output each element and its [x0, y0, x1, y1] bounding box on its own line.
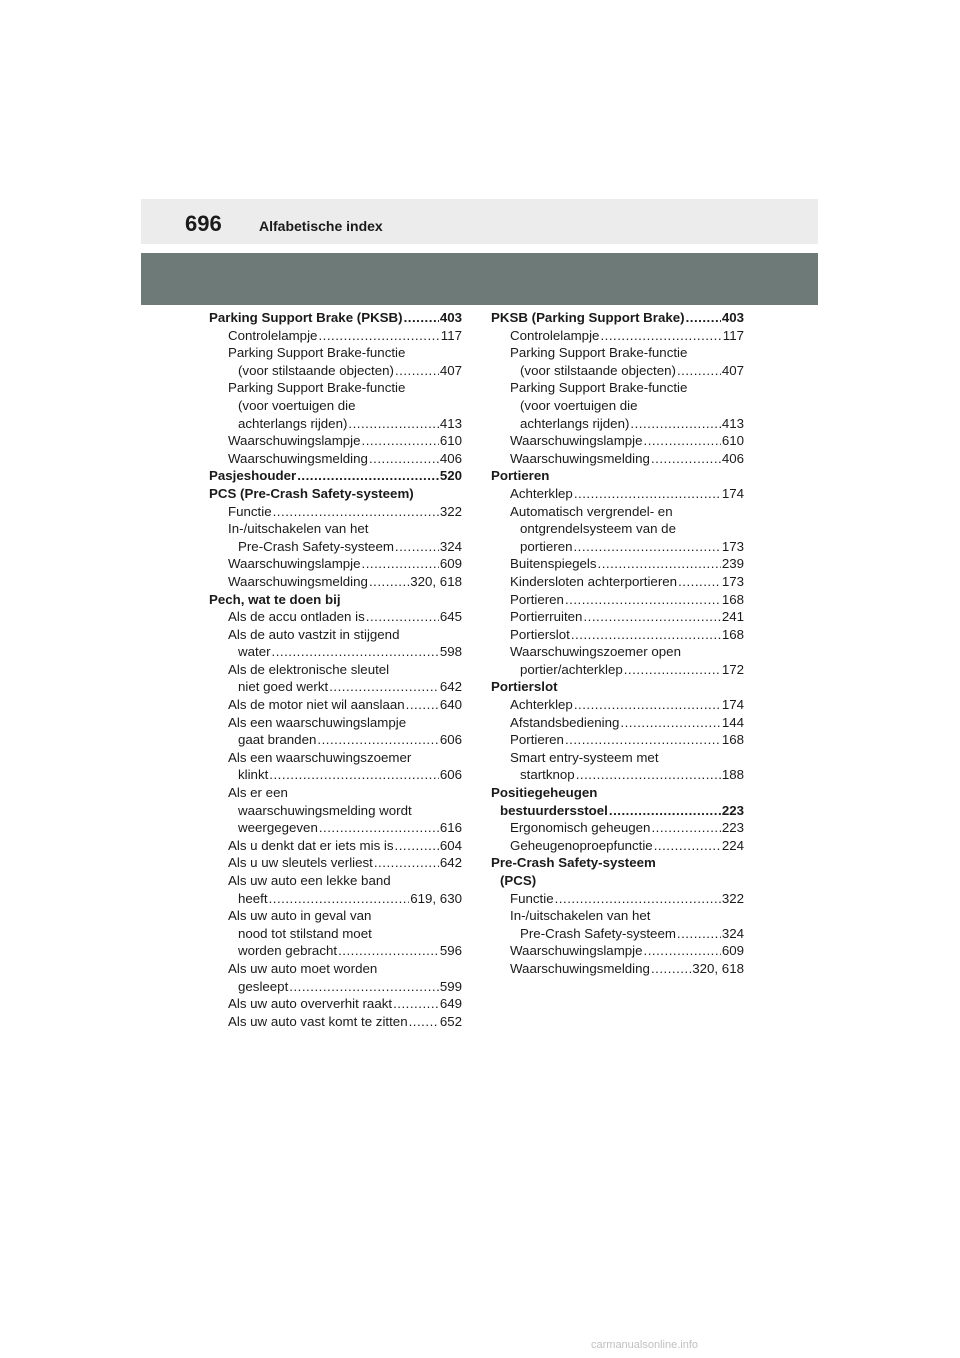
- dot-leader: [269, 766, 439, 784]
- index-entry: [491, 327, 744, 345]
- index-entry: [209, 626, 462, 644]
- index-entry-text: portier/achterklep: [520, 661, 623, 677]
- index-entry: [491, 960, 744, 978]
- dot-leader: [598, 555, 721, 573]
- dot-leader: [395, 538, 439, 556]
- index-entry: [491, 520, 744, 538]
- index-entry: [491, 503, 744, 521]
- index-entry-text: (voor stilstaande objecten): [238, 362, 394, 378]
- index-entry-text: Ergonomisch geheugen: [510, 820, 651, 836]
- section-title: Alfabetische index: [259, 218, 383, 234]
- index-entry-page[interactable]: 642: [439, 855, 462, 871]
- index-entry-text: Waarschuwingslampje: [228, 433, 361, 449]
- index-entry-text: Als de elektronische sleutel: [228, 661, 390, 677]
- index-entry-text: Waarschuwingsmelding: [228, 450, 368, 466]
- dot-leader: [565, 731, 721, 749]
- dot-leader: [329, 678, 439, 696]
- index-entry: [209, 978, 462, 996]
- index-entry: [491, 362, 744, 380]
- index-entry-text: portieren: [520, 538, 573, 554]
- index-entry: [491, 643, 744, 661]
- index-entry: [209, 784, 462, 802]
- dot-leader: [630, 415, 720, 433]
- index-entry-text: Portierslot: [491, 679, 558, 695]
- dot-leader: [609, 802, 721, 820]
- index-entry: [209, 555, 462, 573]
- dot-leader: [574, 696, 721, 714]
- index-entry-page[interactable]: 606: [439, 732, 462, 748]
- index-entry-page[interactable]: 322: [721, 890, 744, 906]
- index-entry-text: In-/uitschakelen van het: [510, 908, 651, 924]
- index-entry-page[interactable]: 609: [721, 943, 744, 959]
- index-entry-page[interactable]: 619, 630: [410, 890, 462, 906]
- dot-leader: [362, 555, 439, 573]
- index-entry-page[interactable]: 174: [721, 485, 744, 501]
- index-entry: [209, 503, 462, 521]
- index-entry: [209, 327, 462, 345]
- index-entry: [209, 309, 462, 327]
- dot-leader: [319, 819, 439, 837]
- index-entry-text: Als de motor niet wil aanslaan: [228, 697, 405, 713]
- dot-leader: [297, 467, 439, 485]
- index-entry-text: Parking Support Brake-functie: [228, 345, 406, 361]
- dot-leader: [393, 995, 439, 1013]
- dot-leader: [677, 925, 721, 943]
- index-entry-text: achterlangs rijden): [520, 415, 630, 431]
- index-entry-text: Portieren: [510, 732, 564, 748]
- index-entry: [209, 344, 462, 362]
- index-column-right: [491, 309, 744, 978]
- index-entry-page[interactable]: 406: [439, 450, 462, 466]
- index-entry: [491, 344, 744, 362]
- index-entry-page[interactable]: 117: [440, 327, 462, 343]
- watermark: carmanualsonline.info: [591, 1339, 699, 1351]
- index-entry-text: Automatisch vergrendel- en: [510, 503, 673, 519]
- index-entry-text: Portierruiten: [510, 609, 583, 625]
- index-entry: [209, 397, 462, 415]
- index-entry-page[interactable]: 652: [439, 1013, 462, 1029]
- dot-leader: [404, 309, 439, 327]
- index-entry: [209, 661, 462, 679]
- index-entry: [209, 995, 462, 1013]
- index-entry-text: Parking Support Brake-functie: [510, 380, 688, 396]
- index-entry-text: nood tot stilstand moet: [238, 925, 372, 941]
- index-entry-text: niet goed werkt: [238, 679, 329, 695]
- index-entry-text: Als de accu ontladen is: [228, 609, 365, 625]
- index-entry-text: Pre-Crash Safety-systeem: [520, 925, 676, 941]
- dot-leader: [366, 608, 439, 626]
- index-entry-page[interactable]: 223: [721, 820, 744, 836]
- index-entry-text: Afstandsbediening: [510, 714, 620, 730]
- dot-leader: [555, 890, 721, 908]
- index-entry: [209, 960, 462, 978]
- index-entry: [209, 819, 462, 837]
- index-entry-page[interactable]: 640: [439, 697, 462, 713]
- index-entry-page[interactable]: 616: [439, 820, 462, 836]
- index-entry-text: achterlangs rijden): [238, 415, 348, 431]
- index-entry: [491, 608, 744, 626]
- index-entry: [209, 608, 462, 626]
- index-entry: [491, 661, 744, 679]
- index-entry-page[interactable]: 172: [721, 661, 744, 677]
- index-entry-page[interactable]: 609: [439, 556, 462, 572]
- index-entry-text: Als uw auto oververhit raakt: [228, 996, 393, 1012]
- index-entry-text: Portieren: [510, 591, 564, 607]
- index-entry: [209, 872, 462, 890]
- index-entry-page[interactable]: 520: [439, 468, 462, 484]
- index-entry: [491, 432, 744, 450]
- index-entry-page[interactable]: 407: [721, 362, 744, 378]
- header-band: [141, 199, 818, 244]
- index-entry-page[interactable]: 413: [721, 415, 744, 431]
- dot-leader: [576, 766, 721, 784]
- index-entry: [209, 696, 462, 714]
- dot-leader: [654, 837, 721, 855]
- index-entry-page[interactable]: 174: [721, 697, 744, 713]
- index-entry: [491, 450, 744, 468]
- index-entry: [491, 925, 744, 943]
- index-entry-text: startknop: [520, 767, 575, 783]
- index-entry-text: (voor voertuigen die: [520, 397, 638, 413]
- dot-leader: [644, 432, 721, 450]
- index-entry: [491, 555, 744, 573]
- index-entry-text: Controlelampje: [510, 327, 600, 343]
- index-entry: [491, 784, 744, 802]
- index-entry-text: Smart entry-systeem met: [510, 749, 659, 765]
- index-entry-text: Waarschuwingszoemer open: [510, 644, 681, 660]
- chapter-band: [141, 253, 818, 305]
- dot-leader: [583, 608, 720, 626]
- index-entry: [491, 538, 744, 556]
- dot-leader: [678, 573, 721, 591]
- index-entry-text: Geheugenoproepfunctie: [510, 837, 653, 853]
- index-entry-text: (PCS): [500, 873, 537, 888]
- index-entry-text: (voor voertuigen die: [238, 397, 356, 413]
- index-entry-text: Pech, wat te doen bij: [209, 591, 341, 607]
- index-entry-text: gesleept: [238, 978, 289, 994]
- index-entry-page[interactable]: 649: [439, 996, 462, 1012]
- index-entry-text: heeft: [238, 890, 268, 906]
- index-entry: [209, 520, 462, 538]
- index-entry-text: Waarschuwingsmelding: [228, 573, 368, 589]
- index-entry-page[interactable]: 173: [721, 538, 744, 554]
- index-column-left: [209, 309, 462, 1030]
- dot-leader: [318, 327, 439, 345]
- index-entry-text: Waarschuwingslampje: [510, 943, 643, 959]
- dot-leader: [406, 696, 439, 714]
- index-entry-page[interactable]: 324: [439, 538, 462, 554]
- index-entry: [209, 749, 462, 767]
- index-entry-text: Controlelampje: [228, 327, 318, 343]
- index-entry-text: Pasjeshouder: [209, 468, 297, 484]
- index-entry-text: bestuurdersstoel: [500, 802, 608, 818]
- index-entry: [491, 872, 744, 890]
- index-entry: [209, 573, 462, 591]
- index-entry-text: Parking Support Brake-functie: [228, 380, 406, 396]
- dot-leader: [369, 450, 439, 468]
- dot-leader: [409, 1013, 439, 1031]
- dot-leader: [348, 415, 438, 433]
- index-entry: [491, 907, 744, 925]
- index-entry-text: Als uw auto in geval van: [228, 908, 372, 924]
- index-entry: [491, 766, 744, 784]
- index-entry-text: PKSB (Parking Support Brake): [491, 310, 685, 325]
- index-entry-text: Waarschuwingslampje: [510, 433, 643, 449]
- index-entry-page[interactable]: 188: [721, 767, 744, 783]
- index-entry: [491, 397, 744, 415]
- index-entry: [491, 415, 744, 433]
- dot-leader: [624, 661, 721, 679]
- index-entry-text: Waarschuwingslampje: [228, 556, 361, 572]
- dot-leader: [272, 643, 439, 661]
- index-entry-page[interactable]: 320, 618: [410, 573, 462, 589]
- index-entry-text: Als u denkt dat er iets mis is: [228, 837, 394, 853]
- index-entry-text: Achterklep: [510, 697, 573, 713]
- index-entry-text: water: [238, 644, 271, 660]
- index-entry-page[interactable]: 642: [439, 679, 462, 695]
- index-entry-text: weergegeven: [238, 820, 318, 836]
- index-entry: [491, 626, 744, 644]
- dot-leader: [289, 978, 439, 996]
- dot-leader: [651, 819, 720, 837]
- index-entry: [491, 890, 744, 908]
- index-entry-page[interactable]: 168: [721, 732, 744, 748]
- index-entry-page[interactable]: 117: [722, 327, 744, 343]
- index-entry: [491, 731, 744, 749]
- index-entry-text: Als er een: [228, 785, 288, 801]
- index-entry-text: PCS (Pre-Crash Safety-systeem): [209, 485, 414, 501]
- dot-leader: [395, 362, 439, 380]
- index-entry-page[interactable]: 324: [721, 925, 744, 941]
- index-entry-page[interactable]: 599: [439, 978, 462, 994]
- index-entry-text: Waarschuwingsmelding: [510, 450, 650, 466]
- index-entry: [209, 1013, 462, 1031]
- index-entry-text: Waarschuwingsmelding: [510, 960, 650, 976]
- index-entry: [491, 591, 744, 609]
- index-entry: [209, 766, 462, 784]
- dot-leader: [571, 626, 721, 644]
- index-entry: [491, 379, 744, 397]
- index-entry-text: Als uw auto moet worden: [228, 960, 378, 976]
- index-entry: [209, 854, 462, 872]
- index-entry-text: Portieren: [491, 468, 550, 484]
- index-entry-page[interactable]: 241: [721, 609, 744, 625]
- index-entry-page[interactable]: 610: [439, 433, 462, 449]
- index-entry: [209, 643, 462, 661]
- index-entry: [491, 837, 744, 855]
- index-entry-text: Als de auto vastzit in stijgend: [228, 626, 400, 642]
- dot-leader: [317, 731, 438, 749]
- dot-leader: [362, 432, 439, 450]
- index-entry: [209, 415, 462, 433]
- index-entry-page[interactable]: 606: [439, 767, 462, 783]
- dot-leader: [338, 942, 439, 960]
- dot-leader: [644, 942, 721, 960]
- index-entry-text: Parking Support Brake (PKSB): [209, 310, 403, 325]
- index-entry: [209, 890, 462, 908]
- index-entry-text: In-/uitschakelen van het: [228, 521, 369, 537]
- index-entry-page[interactable]: 239: [721, 556, 744, 572]
- index-entry-text: Kindersloten achterportieren: [510, 573, 678, 589]
- index-entry: [209, 942, 462, 960]
- dot-leader: [574, 485, 721, 503]
- index-entry: [209, 362, 462, 380]
- index-entry: [491, 714, 744, 732]
- index-entry-page[interactable]: 403: [721, 310, 744, 325]
- dot-leader: [651, 960, 691, 978]
- index-entry-text: gaat branden: [238, 732, 317, 748]
- dot-leader: [565, 591, 721, 609]
- index-entry: [491, 485, 744, 503]
- dot-leader: [600, 327, 721, 345]
- index-entry: [491, 309, 744, 327]
- index-entry: [209, 485, 462, 503]
- index-entry: [209, 731, 462, 749]
- index-entry-page[interactable]: 403: [439, 310, 462, 325]
- index-entry: [209, 925, 462, 943]
- index-entry-text: Positiegeheugen: [491, 785, 598, 801]
- index-entry-text: Als een waarschuwingslampje: [228, 714, 407, 730]
- index-entry-text: worden gebracht: [238, 943, 338, 959]
- index-entry: [209, 538, 462, 556]
- index-entry-text: Als u uw sleutels verliest: [228, 855, 373, 871]
- index-entry-text: (voor stilstaande objecten): [520, 362, 676, 378]
- index-entry-text: Als uw auto vast komt te zitten: [228, 1013, 408, 1029]
- index-entry-page[interactable]: 320, 618: [692, 960, 744, 976]
- index-entry-page[interactable]: 168: [721, 626, 744, 642]
- index-entry-page[interactable]: 598: [439, 644, 462, 660]
- index-entry: [209, 907, 462, 925]
- index-entry-text: waarschuwingsmelding wordt: [238, 802, 412, 818]
- dot-leader: [573, 538, 720, 556]
- index-entry-page[interactable]: 413: [439, 415, 462, 431]
- index-entry-page[interactable]: 223: [721, 802, 744, 818]
- index-entry: [491, 696, 744, 714]
- index-entry-text: Functie: [228, 503, 272, 519]
- index-entry: [491, 819, 744, 837]
- dot-leader: [374, 854, 439, 872]
- dot-leader: [620, 714, 720, 732]
- index-entry-page[interactable]: 322: [439, 503, 462, 519]
- index-entry-text: Functie: [510, 890, 554, 906]
- index-entry-page[interactable]: 168: [721, 591, 744, 607]
- index-entry-page[interactable]: 407: [439, 362, 462, 378]
- index-entry-text: Parking Support Brake-functie: [510, 345, 688, 361]
- index-entry-page[interactable]: 610: [721, 433, 744, 449]
- index-entry: [209, 379, 462, 397]
- index-entry: [209, 467, 462, 485]
- index-entry-text: Pre-Crash Safety-systeem: [491, 855, 656, 871]
- index-entry-text: Als uw auto een lekke band: [228, 873, 391, 888]
- index-entry-text: ontgrendelsysteem van de: [520, 521, 676, 537]
- index-entry: [209, 837, 462, 855]
- index-entry-page[interactable]: 144: [721, 714, 744, 730]
- index-entry-page[interactable]: 406: [721, 450, 744, 466]
- dot-leader: [273, 503, 439, 521]
- index-entry-text: Achterklep: [510, 485, 573, 501]
- index-entry-page[interactable]: 173: [721, 573, 744, 589]
- index-entry-text: klinkt: [238, 767, 269, 783]
- index-entry: [491, 467, 744, 485]
- index-entry-text: Buitenspiegels: [510, 556, 597, 572]
- index-entry: [209, 802, 462, 820]
- dot-leader: [686, 309, 721, 327]
- index-entry: [209, 432, 462, 450]
- index-entry: [491, 678, 744, 696]
- index-entry-page[interactable]: 224: [721, 837, 744, 853]
- dot-leader: [269, 890, 410, 908]
- dot-leader: [395, 837, 439, 855]
- index-entry: [491, 573, 744, 591]
- index-entry: [209, 678, 462, 696]
- index-entry-text: Portierslot: [510, 626, 570, 642]
- dot-leader: [369, 573, 409, 591]
- index-entry: [491, 802, 744, 820]
- index-entry: [209, 450, 462, 468]
- index-entry: [209, 591, 462, 609]
- index-entry-page[interactable]: 596: [439, 943, 462, 959]
- dot-leader: [651, 450, 721, 468]
- index-entry-text: Als een waarschuwingszoemer: [228, 749, 412, 765]
- index-entry-text: Pre-Crash Safety-systeem: [238, 538, 394, 554]
- index-entry: [209, 714, 462, 732]
- index-entry-page[interactable]: 604: [439, 837, 462, 853]
- index-entry: [491, 942, 744, 960]
- dot-leader: [677, 362, 721, 380]
- index-entry-page[interactable]: 645: [439, 609, 462, 625]
- page-number: 696: [185, 211, 222, 236]
- index-entry: [491, 854, 744, 872]
- index-entry: [491, 749, 744, 767]
